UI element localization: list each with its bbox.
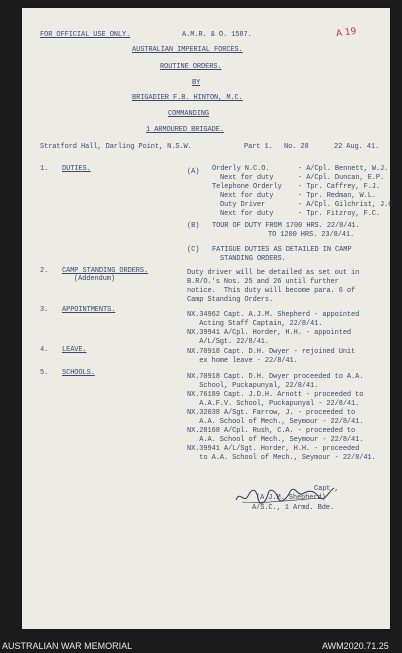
duty-name: - A/Cpl. Bennett, W.J.	[298, 165, 389, 173]
duty-role: Duty Driver	[220, 201, 266, 209]
appointments-line: NX.39941 A/Cpl. Horder, H.H. - appointed	[187, 329, 352, 337]
duty-role: Orderly N.C.O.	[212, 165, 270, 173]
camp-line: Camp Standing Orders.	[187, 296, 274, 304]
duties-heading: DUTIES.	[62, 165, 91, 173]
duty-role: Telephone Orderly	[212, 183, 282, 191]
schools-line: School, Puckapunyal, 22/8/41.	[187, 382, 319, 390]
duty-name: - Tpr. Redman, W.L.	[298, 192, 376, 200]
form-code: A.M.R. & O. 1587.	[182, 31, 252, 39]
camp-heading: CAMP STANDING ORDERS.	[62, 267, 149, 275]
location: Stratford Hall, Darling Point, N.S.W.	[40, 143, 192, 151]
duty-role: Next for duty	[220, 210, 274, 218]
signature-rank: Capt.,	[314, 485, 339, 493]
document-page	[22, 8, 397, 629]
camp-line: B.R/O.'s Nos. 25 and 26 until further	[187, 278, 339, 286]
signature-appointment: A/S.C., 1 Armd. Bde.	[252, 504, 335, 512]
leave-heading: LEAVE.	[62, 346, 87, 354]
restricted-label: FOR OFFICIAL USE ONLY.	[40, 31, 131, 39]
camp-subheading: (Addendum)	[74, 275, 116, 283]
tour-of-duty-line: TOUR OF DUTY FROM 1700 HRS. 22/8/41.	[212, 222, 360, 230]
duties-c-marker: (C)	[187, 246, 200, 254]
fatigue-line: STANDING ORDERS.	[220, 255, 286, 263]
part: Part 1.	[244, 143, 273, 151]
schools-line: NX.76189 Capt. J.D.H. Arnott - proceeded to	[187, 391, 364, 399]
title-line-4: BRIGADIER F.B. HINTON, M.C.	[132, 94, 243, 102]
signature-name: (A.J.M. Shepherd)	[256, 494, 326, 502]
appointments-line: Acting Staff Captain, 22/8/41.	[187, 320, 323, 328]
duties-a-marker: (A)	[187, 168, 200, 176]
schools-line: NX.32038 A/Sgt. Farrow, J. - proceeded to	[187, 409, 356, 417]
section-number: 3.	[40, 306, 49, 314]
duties-b-marker: (B)	[187, 222, 200, 230]
appointments-heading: APPOINTMENTS.	[62, 306, 116, 314]
section-number: 2.	[40, 267, 49, 275]
duty-name: - Tpr. Fitzroy, F.C.	[298, 210, 381, 218]
leave-line: NX.70918 Capt. D.H. Dwyer - rejoined Unit	[187, 348, 356, 356]
schools-line: A.A. School of Mech., Seymour - 22/8/41.	[187, 418, 364, 426]
schools-line: to A.A. School of Mech., Seymour - 22/8/41.	[187, 454, 376, 462]
camp-line: notice. This duty will become para. 6 of	[187, 287, 356, 295]
title-line-1: AUSTRALIAN IMPERIAL FORCES.	[132, 46, 243, 54]
section-number: 1.	[40, 165, 49, 173]
schools-line: NX.28168 A/Cpl. Rush, C.A. - proceeded to	[187, 427, 356, 435]
duty-name: - A/Cpl. Gilchrist, J.C.	[298, 201, 397, 209]
section-number: 4.	[40, 346, 49, 354]
tour-of-duty-line: TO 1200 HRS. 23/8/41.	[268, 231, 355, 239]
leave-line: ex home leave - 22/8/41.	[187, 357, 298, 365]
fatigue-line: FATIGUE DUTIES AS DETAILED IN CAMP	[212, 246, 352, 254]
duty-role: Next for duty	[220, 174, 274, 182]
schools-line: A.A. School of Mech., Seymour - 22/8/41.	[187, 436, 364, 444]
handwritten-ref: A 19	[335, 26, 358, 40]
appointments-line: A/L/Sgt. 22/8/41.	[187, 338, 270, 346]
schools-line: NX.70918 Capt. D.H. Dwyer proceeded to A.A.	[187, 373, 364, 381]
title-line-3: BY	[192, 79, 201, 87]
schools-line: A.A.F.V. School, Puckapunyal - 22/8/41.	[187, 400, 360, 408]
footer-accession: AWM2020.71.25	[322, 641, 389, 651]
order-date: 22 Aug. 41.	[334, 143, 380, 151]
section-number: 5.	[40, 369, 49, 377]
duty-role: Next for duty	[220, 192, 274, 200]
title-line-5: COMMANDING	[168, 110, 210, 118]
footer-institution: AUSTRALIAN WAR MEMORIAL	[2, 641, 133, 651]
duty-name: - Tpr. Caffrey, F.J.	[298, 183, 381, 191]
duty-name: - A/Cpl. Duncan, E.P.	[298, 174, 385, 182]
schools-heading: SCHOOLS.	[62, 369, 95, 377]
order-number: No. 28	[284, 143, 309, 151]
schools-line: NX.39941 A/L/Sgt. Horder, H.H. - proceeded	[187, 445, 360, 453]
appointments-line: NX.34962 Capt. A.J.M. Shepherd - appointed	[187, 311, 360, 319]
title-line-2: ROUTINE ORDERS.	[160, 63, 222, 71]
camp-line: Duty driver will be detailed as set out in	[187, 269, 360, 277]
title-line-6: 1 ARMOURED BRIGADE.	[146, 126, 224, 134]
